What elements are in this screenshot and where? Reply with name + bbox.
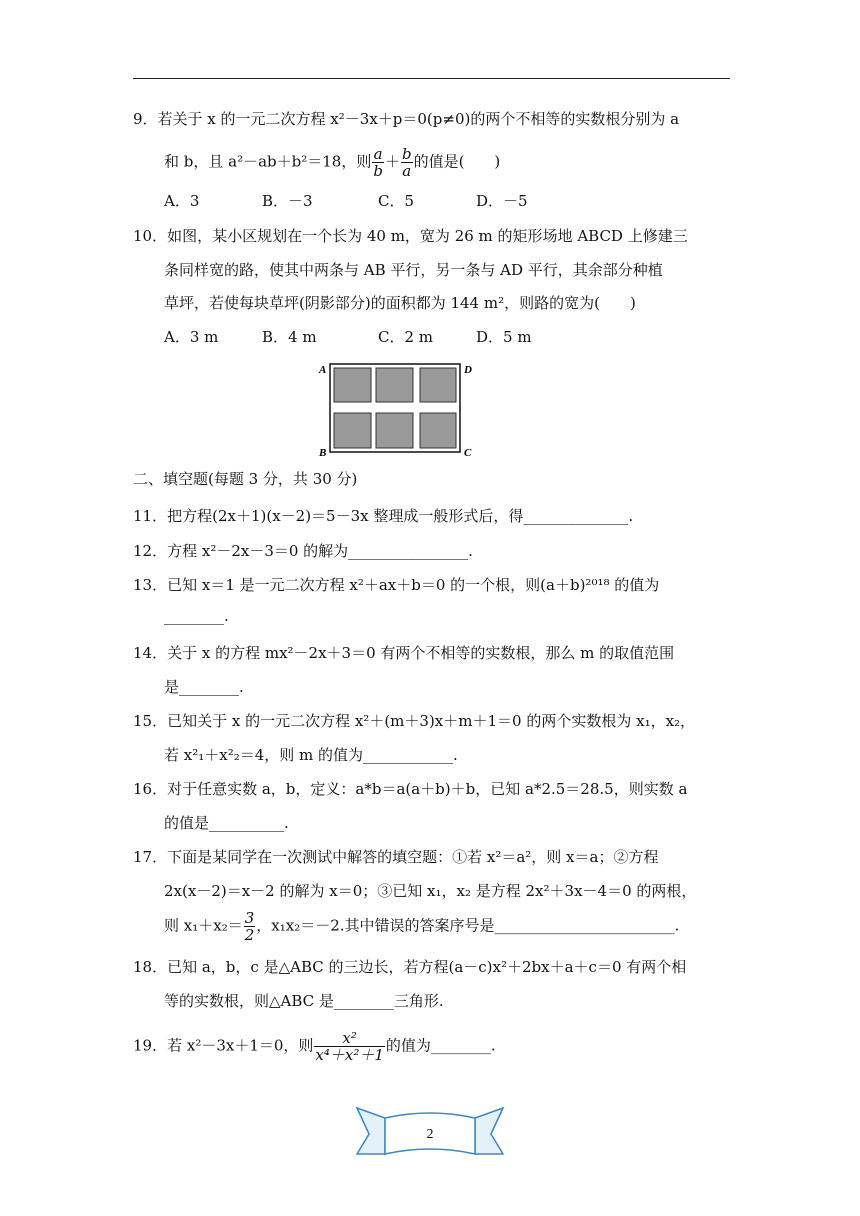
lawn-block xyxy=(334,413,371,448)
q10-line1: 10．如图，某小区规划在一个长为 40 m，宽为 26 m 的矩形场地 ABCD 上修建三 xyxy=(133,227,688,245)
q10-option-d: D．5 m xyxy=(476,328,532,346)
section-fill-in-heading: 二、填空题(每题 3 分，共 30 分) xyxy=(133,470,358,488)
q16-line1: 16．对于任意实数 a，b，定义：a*b＝a(a＋b)＋b，已知 a*2.5＝28.5，则实数 a xyxy=(133,780,688,798)
q16-line2: 的值是__________. xyxy=(164,814,289,832)
q10-options xyxy=(164,326,532,347)
q9-fraction-b-over-a: $\frac{b}{a}$ xyxy=(401,145,412,180)
q12: 12．方程 x²－2x－3＝0 的解为________________. xyxy=(133,542,473,560)
vertex-label-a: A xyxy=(319,364,327,376)
q10-line2: 条同样宽的路，使其中两条与 AB 平行，另一条与 AD 平行，其余部分种植 xyxy=(164,261,663,279)
q9-option-a: A．3 xyxy=(164,192,200,210)
q9-option-b: B．－3 xyxy=(262,192,313,210)
q9-fraction-a-over-b: $\frac{a}{b}$ xyxy=(373,145,383,180)
ribbon-right-tail xyxy=(475,1108,503,1154)
q14-line1: 14．关于 x 的方程 mx²－2x＋3＝0 有两个不相等的实数根，那么 m 的取值范围 xyxy=(133,644,675,662)
q15-line1: 15．已知关于 x 的一元二次方程 x²＋(m＋3)x＋m＋1＝0 的两个实数根为 x₁，x₂， xyxy=(133,712,696,730)
q9-option-d: D．－5 xyxy=(476,192,528,210)
q10-line3: 草坪，若使每块草坪(阴影部分)的面积都为 144 m²，则路的宽为( ) xyxy=(164,294,636,312)
vertex-label-c: C xyxy=(464,447,472,459)
rectangle-field-figure xyxy=(318,359,482,459)
lawn-block xyxy=(420,368,456,402)
q13-line2: ________. xyxy=(164,607,229,625)
ribbon-left-tail xyxy=(357,1108,385,1154)
lawn-block xyxy=(334,368,371,402)
q18-line2: 等的实数根，则△ABC 是________三角形. xyxy=(164,992,444,1010)
q10-option-c: C．2 m xyxy=(378,328,434,346)
lawn-block xyxy=(376,368,413,402)
q9-option-c: C．5 xyxy=(378,192,415,210)
page-number: 2 xyxy=(426,1127,434,1142)
q17-line3: 则 x₁＋x₂＝ $\frac{3}{2}$ ，x₁x₂＝－2.其中错误的答案序号是________________________. xyxy=(164,909,680,944)
q9-line2: 和 b，且 a²－ab＋b²＝18，则 $\frac{a}{b}$ ＋ $\frac{b}{a}$ 的值是( ) xyxy=(164,145,501,180)
q10-option-b: B．4 m xyxy=(262,328,317,346)
q14-line2: 是________. xyxy=(164,678,244,696)
q19: 19．若 x²－3x＋1＝0，则 $\frac{\text{x²}}{\text{x⁴＋x²＋1}}$ 的值为________. xyxy=(133,1029,496,1064)
header-rule xyxy=(133,78,730,79)
vertex-label-b: B xyxy=(319,447,327,459)
page-number-badge xyxy=(355,1104,505,1164)
lawn-block xyxy=(420,413,456,448)
q15-line2: 若 x²₁＋x²₂＝4，则 m 的值为____________. xyxy=(164,746,458,764)
lawn-block xyxy=(376,413,413,448)
q10-option-a: A．3 m xyxy=(164,328,219,346)
q9-line1: 9．若关于 x 的一元二次方程 x²－3x＋p＝0(p≠0)的两个不相等的实数根分别为 a xyxy=(133,110,680,128)
q11: 11．把方程(2x＋1)(x－2)＝5－3x 整理成一般形式后，得______________. xyxy=(133,507,634,525)
q17-fraction-3-over-2: $\frac{3}{2}$ xyxy=(244,909,255,944)
q17-line1: 17．下面是某同学在一次测试中解答的填空题：①若 x²＝a²，则 x＝a；②方程 xyxy=(133,848,659,866)
q13-line1: 13．已知 x＝1 是一元二次方程 x²＋ax＋b＝0 的一个根，则(a＋b)²⁰¹⁸ 的值为 xyxy=(133,576,660,594)
vertex-label-d: D xyxy=(464,364,472,376)
q19-fraction: $\frac{\text{x²}}{\text{x⁴＋x²＋1}}$ xyxy=(315,1029,384,1064)
q17-line2: 2x(x－2)＝x－2 的解为 x＝0；③已知 x₁，x₂ 是方程 2x²＋3x－4＝0 的两根， xyxy=(164,882,697,900)
q18-line1: 18．已知 a，b，c 是△ABC 的三边长，若方程(a－c)x²＋2bx＋a＋c＝0 有两个相 xyxy=(133,958,687,976)
q9-options xyxy=(164,190,528,211)
